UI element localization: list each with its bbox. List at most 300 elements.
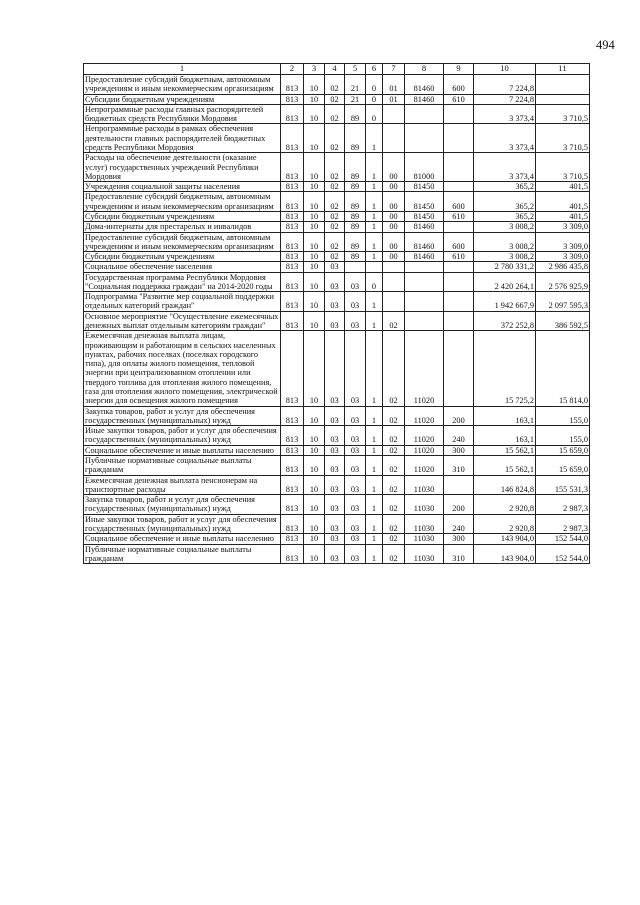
- table-row: [84, 262, 590, 272]
- table-header-row: [84, 64, 590, 75]
- column-header-9: 9: [444, 64, 474, 75]
- cell-col-6: 1: [366, 406, 383, 426]
- cell-col-2: 813: [281, 514, 304, 534]
- cell-col-3: 10: [304, 232, 325, 252]
- table-row: [84, 211, 590, 221]
- table-row: [84, 406, 590, 426]
- cell-col-2: 813: [281, 272, 304, 292]
- cell-col-2: 813: [281, 331, 304, 406]
- column-header-7: 7: [383, 64, 405, 75]
- row-name-cell: Предоставление субсидий бюджетным, автономным учреждениям и иным некоммерческим организациям: [84, 232, 281, 252]
- cell-col-9: 600: [444, 75, 474, 95]
- cell-col-11: 3 710,5: [536, 124, 590, 153]
- row-name-cell: Непрограммные расходы главных распорядителей бюджетных средств Республики Мордовия: [84, 104, 281, 124]
- cell-col-2: 813: [281, 544, 304, 564]
- cell-col-2: 813: [281, 104, 304, 124]
- cell-col-3: 10: [304, 104, 325, 124]
- cell-col-8: 81460: [405, 222, 444, 232]
- row-name-cell: Подпрограмма "Развитие мер социальной поддержки отдельных категорий граждан": [84, 292, 281, 312]
- cell-col-9: 200: [444, 495, 474, 515]
- cell-col-7: 01: [383, 94, 405, 104]
- cell-col-3: 10: [304, 426, 325, 446]
- cell-col-9: 310: [444, 544, 474, 564]
- cell-col-10: 372 252,8: [474, 311, 536, 331]
- cell-col-2: 813: [281, 495, 304, 515]
- cell-col-6: 1: [366, 495, 383, 515]
- cell-col-4: 03: [325, 445, 345, 455]
- cell-col-9: 610: [444, 211, 474, 221]
- cell-col-5: 21: [345, 94, 366, 104]
- cell-col-5: 03: [345, 455, 366, 475]
- row-name-cell: Дома-интернаты для престарелых и инвалидов: [84, 222, 281, 232]
- cell-col-10: 3 008,2: [474, 222, 536, 232]
- cell-col-10: 2 780 331,2: [474, 262, 536, 272]
- cell-col-6: 1: [366, 475, 383, 495]
- cell-col-9: [444, 222, 474, 232]
- cell-col-3: 10: [304, 182, 325, 192]
- cell-col-6: 1: [366, 192, 383, 212]
- cell-col-7: 02: [383, 445, 405, 455]
- cell-col-7: 02: [383, 475, 405, 495]
- cell-col-4: 02: [325, 94, 345, 104]
- cell-col-10: 7 224,8: [474, 94, 536, 104]
- cell-col-8: [405, 262, 444, 272]
- cell-col-8: 11020: [405, 455, 444, 475]
- cell-col-6: 1: [366, 222, 383, 232]
- cell-col-9: [444, 475, 474, 495]
- cell-col-4: 02: [325, 252, 345, 262]
- cell-col-11: 2 987,3: [536, 514, 590, 534]
- cell-col-10: 365,2: [474, 211, 536, 221]
- cell-col-5: 03: [345, 426, 366, 446]
- cell-col-5: 89: [345, 182, 366, 192]
- cell-col-5: 03: [345, 331, 366, 406]
- cell-col-7: 02: [383, 544, 405, 564]
- cell-col-11: 2 986 435,8: [536, 262, 590, 272]
- cell-col-6: 1: [366, 426, 383, 446]
- cell-col-9: 200: [444, 406, 474, 426]
- cell-col-2: 813: [281, 455, 304, 475]
- cell-col-4: 03: [325, 455, 345, 475]
- page-number: 494: [596, 38, 615, 52]
- cell-col-9: 600: [444, 232, 474, 252]
- cell-col-6: 1: [366, 455, 383, 475]
- cell-col-9: 300: [444, 534, 474, 544]
- cell-col-9: 610: [444, 94, 474, 104]
- cell-col-8: 11020: [405, 426, 444, 446]
- cell-col-11: [536, 94, 590, 104]
- column-header-10: 10: [474, 64, 536, 75]
- cell-col-2: 813: [281, 124, 304, 153]
- cell-col-6: 0: [366, 75, 383, 95]
- cell-col-11: 15 814,0: [536, 331, 590, 406]
- cell-col-10: 3 008,2: [474, 252, 536, 262]
- cell-col-5: 89: [345, 153, 366, 182]
- cell-col-3: 10: [304, 534, 325, 544]
- cell-col-5: 89: [345, 222, 366, 232]
- cell-col-7: 02: [383, 455, 405, 475]
- row-name-cell: Закупка товаров, работ и услуг для обеспечения государственных (муниципальных) нужд: [84, 406, 281, 426]
- column-header-1: 1: [84, 64, 281, 75]
- table-row: [84, 534, 590, 544]
- column-header-3: 3: [304, 64, 325, 75]
- cell-col-8: [405, 311, 444, 331]
- cell-col-9: [444, 272, 474, 292]
- cell-col-9: [444, 292, 474, 312]
- cell-col-7: 00: [383, 252, 405, 262]
- cell-col-6: 1: [366, 211, 383, 221]
- cell-col-9: [444, 124, 474, 153]
- cell-col-8: [405, 124, 444, 153]
- cell-col-2: 813: [281, 211, 304, 221]
- cell-col-3: 10: [304, 75, 325, 95]
- cell-col-4: 03: [325, 292, 345, 312]
- cell-col-3: 10: [304, 262, 325, 272]
- cell-col-11: 15 659,0: [536, 455, 590, 475]
- cell-col-3: 10: [304, 406, 325, 426]
- row-name-cell: Непрограммные расходы в рамках обеспечения деятельности главных распорядителей бюджетных средств Республики Мордовия: [84, 124, 281, 153]
- cell-col-4: 03: [325, 475, 345, 495]
- cell-col-9: [444, 262, 474, 272]
- row-name-cell: Публичные нормативные социальные выплаты гражданам: [84, 544, 281, 564]
- cell-col-11: 401,5: [536, 192, 590, 212]
- cell-col-3: 10: [304, 211, 325, 221]
- cell-col-5: 03: [345, 514, 366, 534]
- cell-col-2: 813: [281, 192, 304, 212]
- cell-col-3: 10: [304, 495, 325, 515]
- cell-col-4: 03: [325, 426, 345, 446]
- cell-col-6: 1: [366, 182, 383, 192]
- cell-col-11: 155,0: [536, 406, 590, 426]
- cell-col-4: 02: [325, 232, 345, 252]
- cell-col-6: 1: [366, 124, 383, 153]
- cell-col-2: 813: [281, 75, 304, 95]
- cell-col-2: 813: [281, 222, 304, 232]
- cell-col-11: 3 309,0: [536, 252, 590, 262]
- cell-col-6: 0: [366, 94, 383, 104]
- row-name-cell: Субсидии бюджетным учреждениям: [84, 94, 281, 104]
- cell-col-8: 81460: [405, 94, 444, 104]
- cell-col-3: 10: [304, 455, 325, 475]
- cell-col-6: 1: [366, 514, 383, 534]
- cell-col-3: 10: [304, 292, 325, 312]
- cell-col-5: 03: [345, 292, 366, 312]
- cell-col-8: 11030: [405, 544, 444, 564]
- cell-col-2: 813: [281, 232, 304, 252]
- cell-col-4: 02: [325, 124, 345, 153]
- cell-col-2: 813: [281, 153, 304, 182]
- table-row: [84, 455, 590, 475]
- cell-col-5: 03: [345, 544, 366, 564]
- cell-col-4: 03: [325, 406, 345, 426]
- table-body: [84, 75, 590, 564]
- table-row: [84, 514, 590, 534]
- cell-col-5: 03: [345, 495, 366, 515]
- table-row: [84, 192, 590, 212]
- cell-col-3: 10: [304, 124, 325, 153]
- cell-col-11: 152 544,0: [536, 534, 590, 544]
- cell-col-4: 02: [325, 104, 345, 124]
- cell-col-6: 1: [366, 153, 383, 182]
- cell-col-8: 81460: [405, 75, 444, 95]
- cell-col-10: 1 942 667,9: [474, 292, 536, 312]
- cell-col-7: [383, 272, 405, 292]
- table-row: [84, 426, 590, 446]
- row-name-cell: Учреждения социальной защиты населения: [84, 182, 281, 192]
- cell-col-7: 00: [383, 222, 405, 232]
- cell-col-8: [405, 292, 444, 312]
- cell-col-9: 600: [444, 192, 474, 212]
- cell-col-10: 15 562,1: [474, 455, 536, 475]
- cell-col-2: 813: [281, 534, 304, 544]
- row-name-cell: Иные закупки товаров, работ и услуг для обеспечения государственных (муниципальных) нужд: [84, 514, 281, 534]
- cell-col-8: 11030: [405, 514, 444, 534]
- cell-col-11: 3 710,5: [536, 153, 590, 182]
- cell-col-8: 11030: [405, 495, 444, 515]
- cell-col-8: 11020: [405, 406, 444, 426]
- cell-col-11: 15 659,0: [536, 445, 590, 455]
- cell-col-10: 2 920,8: [474, 514, 536, 534]
- cell-col-11: 155,0: [536, 426, 590, 446]
- cell-col-3: 10: [304, 153, 325, 182]
- row-name-cell: Основное мероприятие "Осуществление ежемесячных денежных выплат отдельным категориям граждан": [84, 311, 281, 331]
- table-row: [84, 495, 590, 515]
- row-name-cell: Субсидии бюджетным учреждениям: [84, 252, 281, 262]
- cell-col-2: 813: [281, 94, 304, 104]
- cell-col-9: 310: [444, 455, 474, 475]
- row-name-cell: Социальное обеспечение и иные выплаты населению: [84, 445, 281, 455]
- cell-col-4: 03: [325, 534, 345, 544]
- row-name-cell: Ежемесячная денежная выплата лицам, проживающим и работающим в сельских населенных пунктах, рабочих поселках (поселках городского типа), для оплаты жилого помещения, тепловой энергии при централизованном отоплении или твердого топлива для отопления жилого помещения, газа для отопления жилого помещения, электрической энергии для освещения жилого помещения: [84, 331, 281, 406]
- table-row: [84, 475, 590, 495]
- cell-col-11: [536, 75, 590, 95]
- cell-col-5: 03: [345, 445, 366, 455]
- cell-col-5: 89: [345, 252, 366, 262]
- cell-col-5: [345, 262, 366, 272]
- table-row: [84, 94, 590, 104]
- cell-col-4: 03: [325, 311, 345, 331]
- table-row: [84, 182, 590, 192]
- cell-col-3: 10: [304, 222, 325, 232]
- column-header-8: 8: [405, 64, 444, 75]
- cell-col-9: [444, 153, 474, 182]
- table-row: [84, 75, 590, 95]
- cell-col-6: 0: [366, 104, 383, 124]
- cell-col-9: 240: [444, 426, 474, 446]
- cell-col-6: 1: [366, 445, 383, 455]
- cell-col-7: 00: [383, 153, 405, 182]
- cell-col-3: 10: [304, 514, 325, 534]
- cell-col-11: 386 592,5: [536, 311, 590, 331]
- row-name-cell: Иные закупки товаров, работ и услуг для обеспечения государственных (муниципальных) нужд: [84, 426, 281, 446]
- cell-col-10: 163,1: [474, 406, 536, 426]
- cell-col-7: 00: [383, 192, 405, 212]
- cell-col-8: [405, 104, 444, 124]
- cell-col-4: 03: [325, 262, 345, 272]
- cell-col-10: 15 562,1: [474, 445, 536, 455]
- cell-col-3: 10: [304, 94, 325, 104]
- cell-col-8: 11020: [405, 331, 444, 406]
- cell-col-2: 813: [281, 426, 304, 446]
- cell-col-10: 2 920,8: [474, 495, 536, 515]
- cell-col-5: 89: [345, 124, 366, 153]
- cell-col-4: 02: [325, 75, 345, 95]
- row-name-cell: Расходы на обеспечение деятельности (оказание услуг) государственных учреждений Республики Мордовия: [84, 153, 281, 182]
- cell-col-7: 02: [383, 331, 405, 406]
- cell-col-10: 143 904,0: [474, 544, 536, 564]
- cell-col-2: 813: [281, 406, 304, 426]
- cell-col-8: 81000: [405, 153, 444, 182]
- cell-col-11: 401,5: [536, 211, 590, 221]
- cell-col-10: 163,1: [474, 426, 536, 446]
- budget-table: [83, 63, 590, 564]
- table-row: [84, 311, 590, 331]
- cell-col-10: 15 725,2: [474, 331, 536, 406]
- row-name-cell: Государственная программа Республики Мордовия "Социальная поддержка граждан" на 2014-2020 годы: [84, 272, 281, 292]
- column-header-2: 2: [281, 64, 304, 75]
- row-name-cell: Социальное обеспечение и иные выплаты населению: [84, 534, 281, 544]
- table-row: [84, 232, 590, 252]
- cell-col-11: 2 987,3: [536, 495, 590, 515]
- cell-col-7: 01: [383, 75, 405, 95]
- cell-col-7: 02: [383, 514, 405, 534]
- row-name-cell: Ежемесячная денежная выплата пенсионерам на транспортные расходы: [84, 475, 281, 495]
- cell-col-4: 03: [325, 514, 345, 534]
- cell-col-10: 365,2: [474, 182, 536, 192]
- table-row: [84, 153, 590, 182]
- cell-col-4: 02: [325, 153, 345, 182]
- cell-col-8: 81450: [405, 211, 444, 221]
- row-name-cell: Предоставление субсидий бюджетным, автономным учреждениям и иным некоммерческим организациям: [84, 75, 281, 95]
- cell-col-9: 240: [444, 514, 474, 534]
- cell-col-11: 2 576 925,9: [536, 272, 590, 292]
- cell-col-4: 03: [325, 495, 345, 515]
- cell-col-3: 10: [304, 331, 325, 406]
- cell-col-3: 10: [304, 311, 325, 331]
- cell-col-5: 03: [345, 406, 366, 426]
- cell-col-10: 365,2: [474, 192, 536, 212]
- cell-col-7: 02: [383, 495, 405, 515]
- cell-col-6: 0: [366, 272, 383, 292]
- cell-col-4: 03: [325, 544, 345, 564]
- row-name-cell: Закупка товаров, работ и услуг для обеспечения государственных (муниципальных) нужд: [84, 495, 281, 515]
- cell-col-8: 81450: [405, 192, 444, 212]
- cell-col-10: 3 008,2: [474, 232, 536, 252]
- cell-col-7: 00: [383, 182, 405, 192]
- table-row: [84, 222, 590, 232]
- row-name-cell: Предоставление субсидий бюджетным, автономным учреждениям и иным некоммерческим организациям: [84, 192, 281, 212]
- cell-col-8: 11030: [405, 534, 444, 544]
- cell-col-7: 02: [383, 534, 405, 544]
- cell-col-5: 03: [345, 534, 366, 544]
- cell-col-8: 81460: [405, 252, 444, 262]
- cell-col-7: 00: [383, 232, 405, 252]
- cell-col-6: 1: [366, 252, 383, 262]
- cell-col-2: 813: [281, 252, 304, 262]
- cell-col-6: 1: [366, 232, 383, 252]
- cell-col-5: 03: [345, 272, 366, 292]
- cell-col-11: 152 544,0: [536, 544, 590, 564]
- cell-col-5: 89: [345, 232, 366, 252]
- table-row: [84, 331, 590, 406]
- cell-col-5: 89: [345, 104, 366, 124]
- cell-col-4: 02: [325, 222, 345, 232]
- table-row: [84, 292, 590, 312]
- cell-col-8: 81460: [405, 232, 444, 252]
- cell-col-10: 3 373,4: [474, 124, 536, 153]
- cell-col-8: [405, 272, 444, 292]
- cell-col-5: 21: [345, 75, 366, 95]
- cell-col-7: [383, 104, 405, 124]
- cell-col-11: 2 097 595,3: [536, 292, 590, 312]
- cell-col-7: [383, 262, 405, 272]
- cell-col-9: [444, 182, 474, 192]
- cell-col-4: 02: [325, 192, 345, 212]
- table-row: [84, 544, 590, 564]
- cell-col-4: 02: [325, 182, 345, 192]
- cell-col-7: [383, 124, 405, 153]
- cell-col-3: 10: [304, 252, 325, 262]
- row-name-cell: Субсидии бюджетным учреждениям: [84, 211, 281, 221]
- cell-col-7: 02: [383, 311, 405, 331]
- cell-col-6: 1: [366, 311, 383, 331]
- cell-col-3: 10: [304, 192, 325, 212]
- column-header-11: 11: [536, 64, 590, 75]
- cell-col-11: 3 309,0: [536, 232, 590, 252]
- cell-col-5: 89: [345, 211, 366, 221]
- cell-col-6: [366, 262, 383, 272]
- cell-col-10: 143 904,0: [474, 534, 536, 544]
- cell-col-6: 1: [366, 331, 383, 406]
- cell-col-8: 81450: [405, 182, 444, 192]
- cell-col-4: 03: [325, 272, 345, 292]
- cell-col-10: 2 420 264,1: [474, 272, 536, 292]
- cell-col-9: 610: [444, 252, 474, 262]
- cell-col-6: 1: [366, 292, 383, 312]
- cell-col-10: 3 373,4: [474, 153, 536, 182]
- table-row: [84, 124, 590, 153]
- column-header-6: 6: [366, 64, 383, 75]
- cell-col-4: 02: [325, 211, 345, 221]
- cell-col-2: 813: [281, 182, 304, 192]
- cell-col-2: 813: [281, 445, 304, 455]
- cell-col-9: [444, 104, 474, 124]
- row-name-cell: Социальное обеспечение населения: [84, 262, 281, 272]
- cell-col-11: 401,5: [536, 182, 590, 192]
- cell-col-9: [444, 311, 474, 331]
- cell-col-11: 155 531,3: [536, 475, 590, 495]
- cell-col-2: 813: [281, 292, 304, 312]
- cell-col-10: 3 373,4: [474, 104, 536, 124]
- cell-col-4: 03: [325, 331, 345, 406]
- cell-col-3: 10: [304, 272, 325, 292]
- column-header-5: 5: [345, 64, 366, 75]
- cell-col-7: [383, 292, 405, 312]
- cell-col-3: 10: [304, 475, 325, 495]
- row-name-cell: Публичные нормативные социальные выплаты гражданам: [84, 455, 281, 475]
- cell-col-10: 7 224,8: [474, 75, 536, 95]
- cell-col-9: 300: [444, 445, 474, 455]
- cell-col-7: 00: [383, 211, 405, 221]
- cell-col-8: 11030: [405, 475, 444, 495]
- cell-col-7: 02: [383, 406, 405, 426]
- table-row: [84, 445, 590, 455]
- table-row: [84, 272, 590, 292]
- cell-col-6: 1: [366, 534, 383, 544]
- cell-col-2: 813: [281, 262, 304, 272]
- cell-col-5: 03: [345, 311, 366, 331]
- cell-col-5: 89: [345, 192, 366, 212]
